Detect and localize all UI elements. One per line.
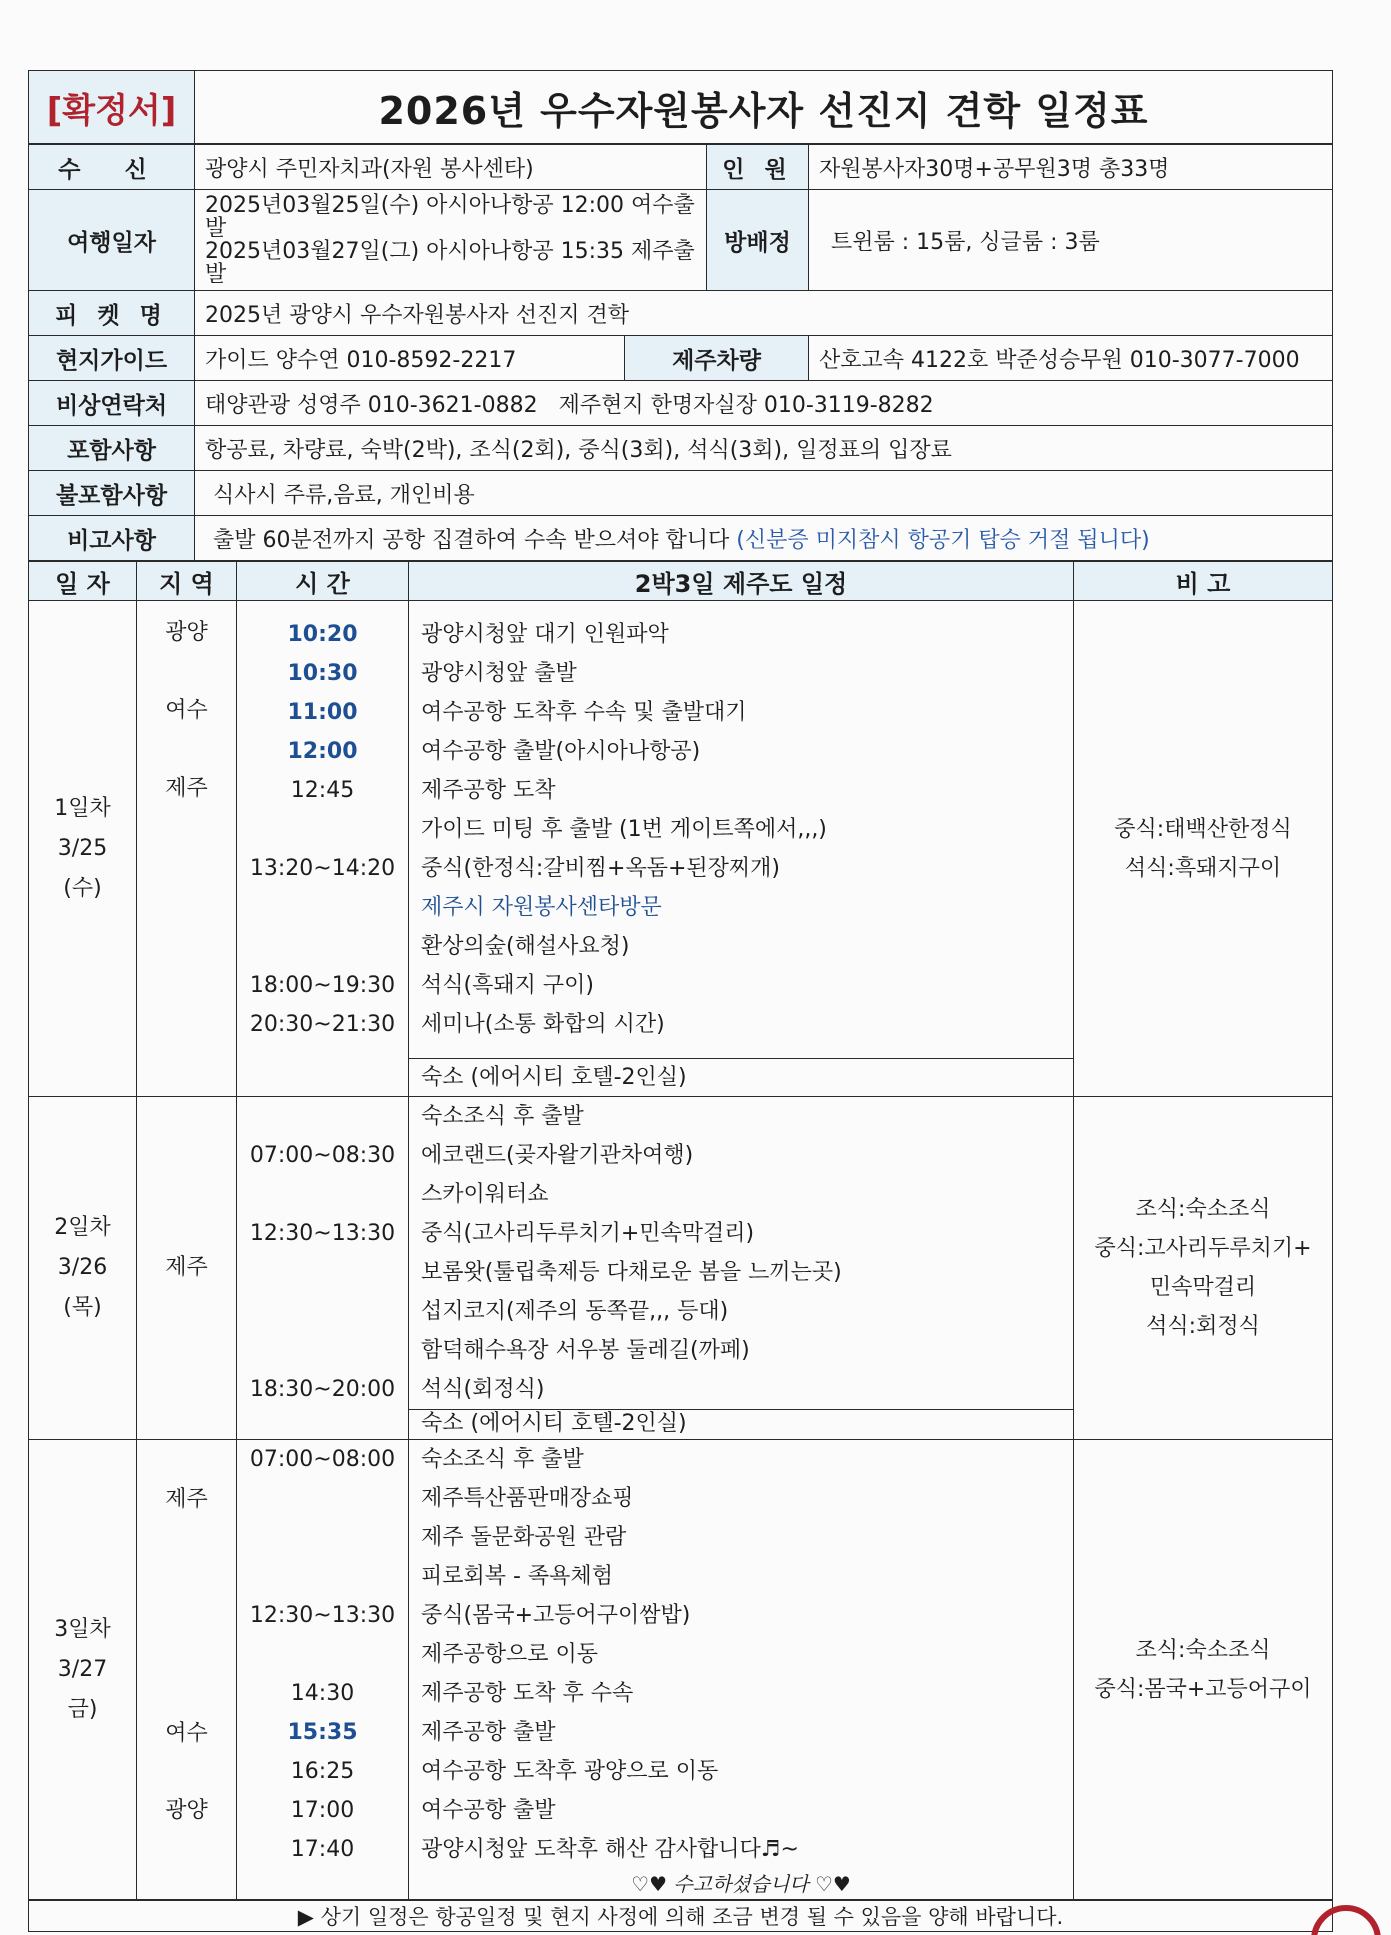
list-item: 여수공항 출발: [421, 1798, 556, 1823]
recipient-label: 수 신: [29, 145, 195, 190]
day-2-notes: 조식:숙소조식 중식:고사리두루치기+ 민속막걸리 석식:회정식: [1074, 1097, 1333, 1440]
list-item: 중식(고사리두루치기+민속막걸리): [421, 1221, 755, 1246]
date-label: 여행일자: [29, 190, 195, 291]
list-item: 피로회복 - 족욕체험: [421, 1564, 613, 1589]
area-yeosu: 여수: [165, 1721, 208, 1746]
day-3-times: 07:00~08:00 12:30~13:30 14:30 15:35 16:25 17:00 17:40: [237, 1440, 409, 1900]
list-item: 제주공항으로 이동: [421, 1642, 599, 1667]
list-item: 여수공항 출발(아시아나항공): [421, 739, 701, 764]
page-title: 2026년 우수자원봉사자 선진지 견학 일정표: [195, 71, 1333, 144]
day-2-label: 2일차 3/26 (목): [29, 1097, 137, 1440]
list-item: 스카이워터쇼: [421, 1182, 549, 1207]
list-item: 석식(흑돼지 구이): [421, 973, 594, 998]
day-1-times: 10:20 10:30 11:00 12:00 12:45 13:20~14:20 18:00~19:30 20:30~21:30: [237, 601, 409, 1097]
itinerary-document: [28, 70, 1333, 1932]
list-item: 제주공항 도착: [421, 778, 556, 803]
list-item: 함덕해수욕장 서우봉 둘레길(까페): [421, 1338, 750, 1363]
emergency-value: 태양관광 성영주 010-3621-0882 제주현지 한명자실장 010-3119-8282: [195, 381, 1333, 426]
list-item: 중식(한정식:갈비찜+옥돔+된장찌개): [421, 856, 780, 881]
people-value: 자원봉사자30명+공무원3명 총33명: [809, 145, 1333, 190]
date-value: [195, 190, 707, 291]
col-day-header: 일 자: [29, 562, 137, 601]
remarks-id-warning: (신분증 미지참시 항공기 탑승 거절 됩니다): [736, 527, 1150, 553]
picket-value: 2025년 광양시 우수자원봉사자 선진지 견학: [195, 291, 1333, 336]
date-line-1: 2025년03월25일(수) 아시아나항공 12:00 여수출발: [205, 193, 695, 241]
people-label: 인 원: [707, 145, 809, 190]
list-item: 여수공항 도착후 광양으로 이동: [421, 1759, 719, 1784]
picket-label: 피 켓 명: [29, 291, 195, 336]
list-item: 제주시 자원봉사센타방문: [421, 895, 662, 920]
room-value: 트윈룸 : 15룸, 싱글룸 : 3룸: [809, 190, 1333, 291]
thank-you-note: ♡♥ 수고하셨습니다 ♡♥: [631, 1872, 851, 1896]
day-2-row: [29, 1097, 1333, 1440]
day-3-row: [29, 1440, 1333, 1900]
list-item: 광양시청앞 대기 인원파악: [421, 622, 669, 647]
vehicle-value: 산호고속 4122호 박준성승무원 010-3077-7000: [809, 336, 1333, 381]
day-1-row: [29, 601, 1333, 1097]
recipient-value: 광양시 주민자치과(자원 봉사센타): [195, 145, 707, 190]
day-1-activities: [409, 601, 1074, 1097]
list-item: 여수공항 도착후 수속 및 출발대기: [421, 700, 747, 725]
room-label: 방배정: [707, 190, 809, 291]
day-2-activities: [409, 1097, 1074, 1440]
list-item: 가이드 미팅 후 출발 (1번 게이트쪽에서,,,): [421, 817, 827, 842]
day-1-areas: [137, 601, 237, 1097]
list-item: 중식(몸국+고등어구이쌈밥): [421, 1603, 691, 1628]
day-3-areas: [137, 1440, 237, 1900]
remarks-text: 출발 60분전까지 공항 집결하여 수속 받으셔야 합니다: [213, 527, 730, 553]
included-value: 항공료, 차량료, 숙박(2박), 조식(2회), 중식(3회), 석식(3회), 일정표의 입장료: [195, 426, 1333, 471]
footer-notice: ▶ 상기 일정은 항공일정 및 현지 사정에 의해 조금 변경 될 수 있음을 양해 바랍니다.: [29, 1901, 1333, 1932]
list-item: 세미나(소통 화합의 시간): [421, 1012, 665, 1037]
list-item: 제주 돌문화공원 관람: [421, 1525, 627, 1550]
day-2-lodging: 숙소 (에어시티 호텔-2인실): [409, 1409, 1073, 1438]
excluded-label: 불포함사항: [29, 471, 195, 516]
remarks-label: 비고사항: [29, 516, 195, 561]
area-gwangyang: 광양: [165, 1798, 208, 1823]
col-plan-header: 2박3일 제주도 일정: [409, 562, 1074, 601]
day-1-label: 1일차 3/25 (수): [29, 601, 137, 1097]
schedule-table: [28, 561, 1333, 1900]
day-1-notes: 중식:태백산한정식 석식:흑돼지구이: [1074, 601, 1333, 1097]
day-3-activities: [409, 1440, 1074, 1900]
list-item: 보롬왓(툴립축제등 다채로운 봄을 느끼는곳): [421, 1260, 842, 1285]
list-item: 섭지코지(제주의 동쪽끝,,, 등대): [421, 1299, 729, 1324]
vehicle-label: 제주차량: [625, 336, 809, 381]
list-item: 광양시청앞 출발: [421, 661, 577, 686]
area-jeju: 제주: [165, 776, 208, 801]
col-note-header: 비 고: [1074, 562, 1333, 601]
list-item: 환상의숲(해설사요청): [421, 934, 630, 959]
day-2-times: 07:00~08:30 12:30~13:30 18:30~20:00: [237, 1097, 409, 1440]
footer-table: [28, 1900, 1333, 1932]
col-time-header: 시 간: [237, 562, 409, 601]
list-item: 제주공항 출발: [421, 1720, 556, 1745]
list-item: 제주공항 도착 후 수속: [421, 1681, 634, 1706]
list-item: 에코랜드(곶자왈기관차여행): [421, 1143, 694, 1168]
area-yeosu: 여수: [165, 698, 208, 723]
day-2-area: 제주: [137, 1097, 237, 1440]
guide-label: 현지가이드: [29, 336, 195, 381]
guide-value: 가이드 양수연 010-8592-2217: [195, 336, 625, 381]
day-3-label: 3일차 3/27 금): [29, 1440, 137, 1900]
company-logo-icon: [1311, 1905, 1381, 1935]
header-table: [28, 70, 1333, 144]
day-1-lodging: 숙소 (에어시티 호텔-2인실): [409, 1058, 1073, 1096]
included-label: 포함사항: [29, 426, 195, 471]
area-gwangyang: 광양: [165, 620, 208, 645]
excluded-value: 식사시 주류,음료, 개인비용: [195, 471, 1333, 516]
list-item: 숙소조식 후 출발: [421, 1447, 584, 1472]
list-item: 석식(회정식): [421, 1377, 545, 1402]
remarks-value: [195, 516, 1333, 561]
area-jeju: 제주: [165, 1487, 208, 1512]
col-area-header: 지 역: [137, 562, 237, 601]
list-item: 광양시청앞 도착후 해산 감사합니다♬~: [421, 1837, 799, 1862]
confirmation-badge: [확정서]: [29, 71, 195, 144]
day-3-notes: 조식:숙소조식 중식:몸국+고등어구이: [1074, 1440, 1333, 1900]
list-item: 제주특산품판매장쇼핑: [421, 1486, 634, 1511]
info-table: [28, 144, 1333, 561]
date-line-2: 2025년03월27일(그) 아시아나항공 15:35 제주출발: [205, 239, 695, 287]
list-item: 숙소조식 후 출발: [421, 1104, 584, 1129]
emergency-label: 비상연락처: [29, 381, 195, 426]
